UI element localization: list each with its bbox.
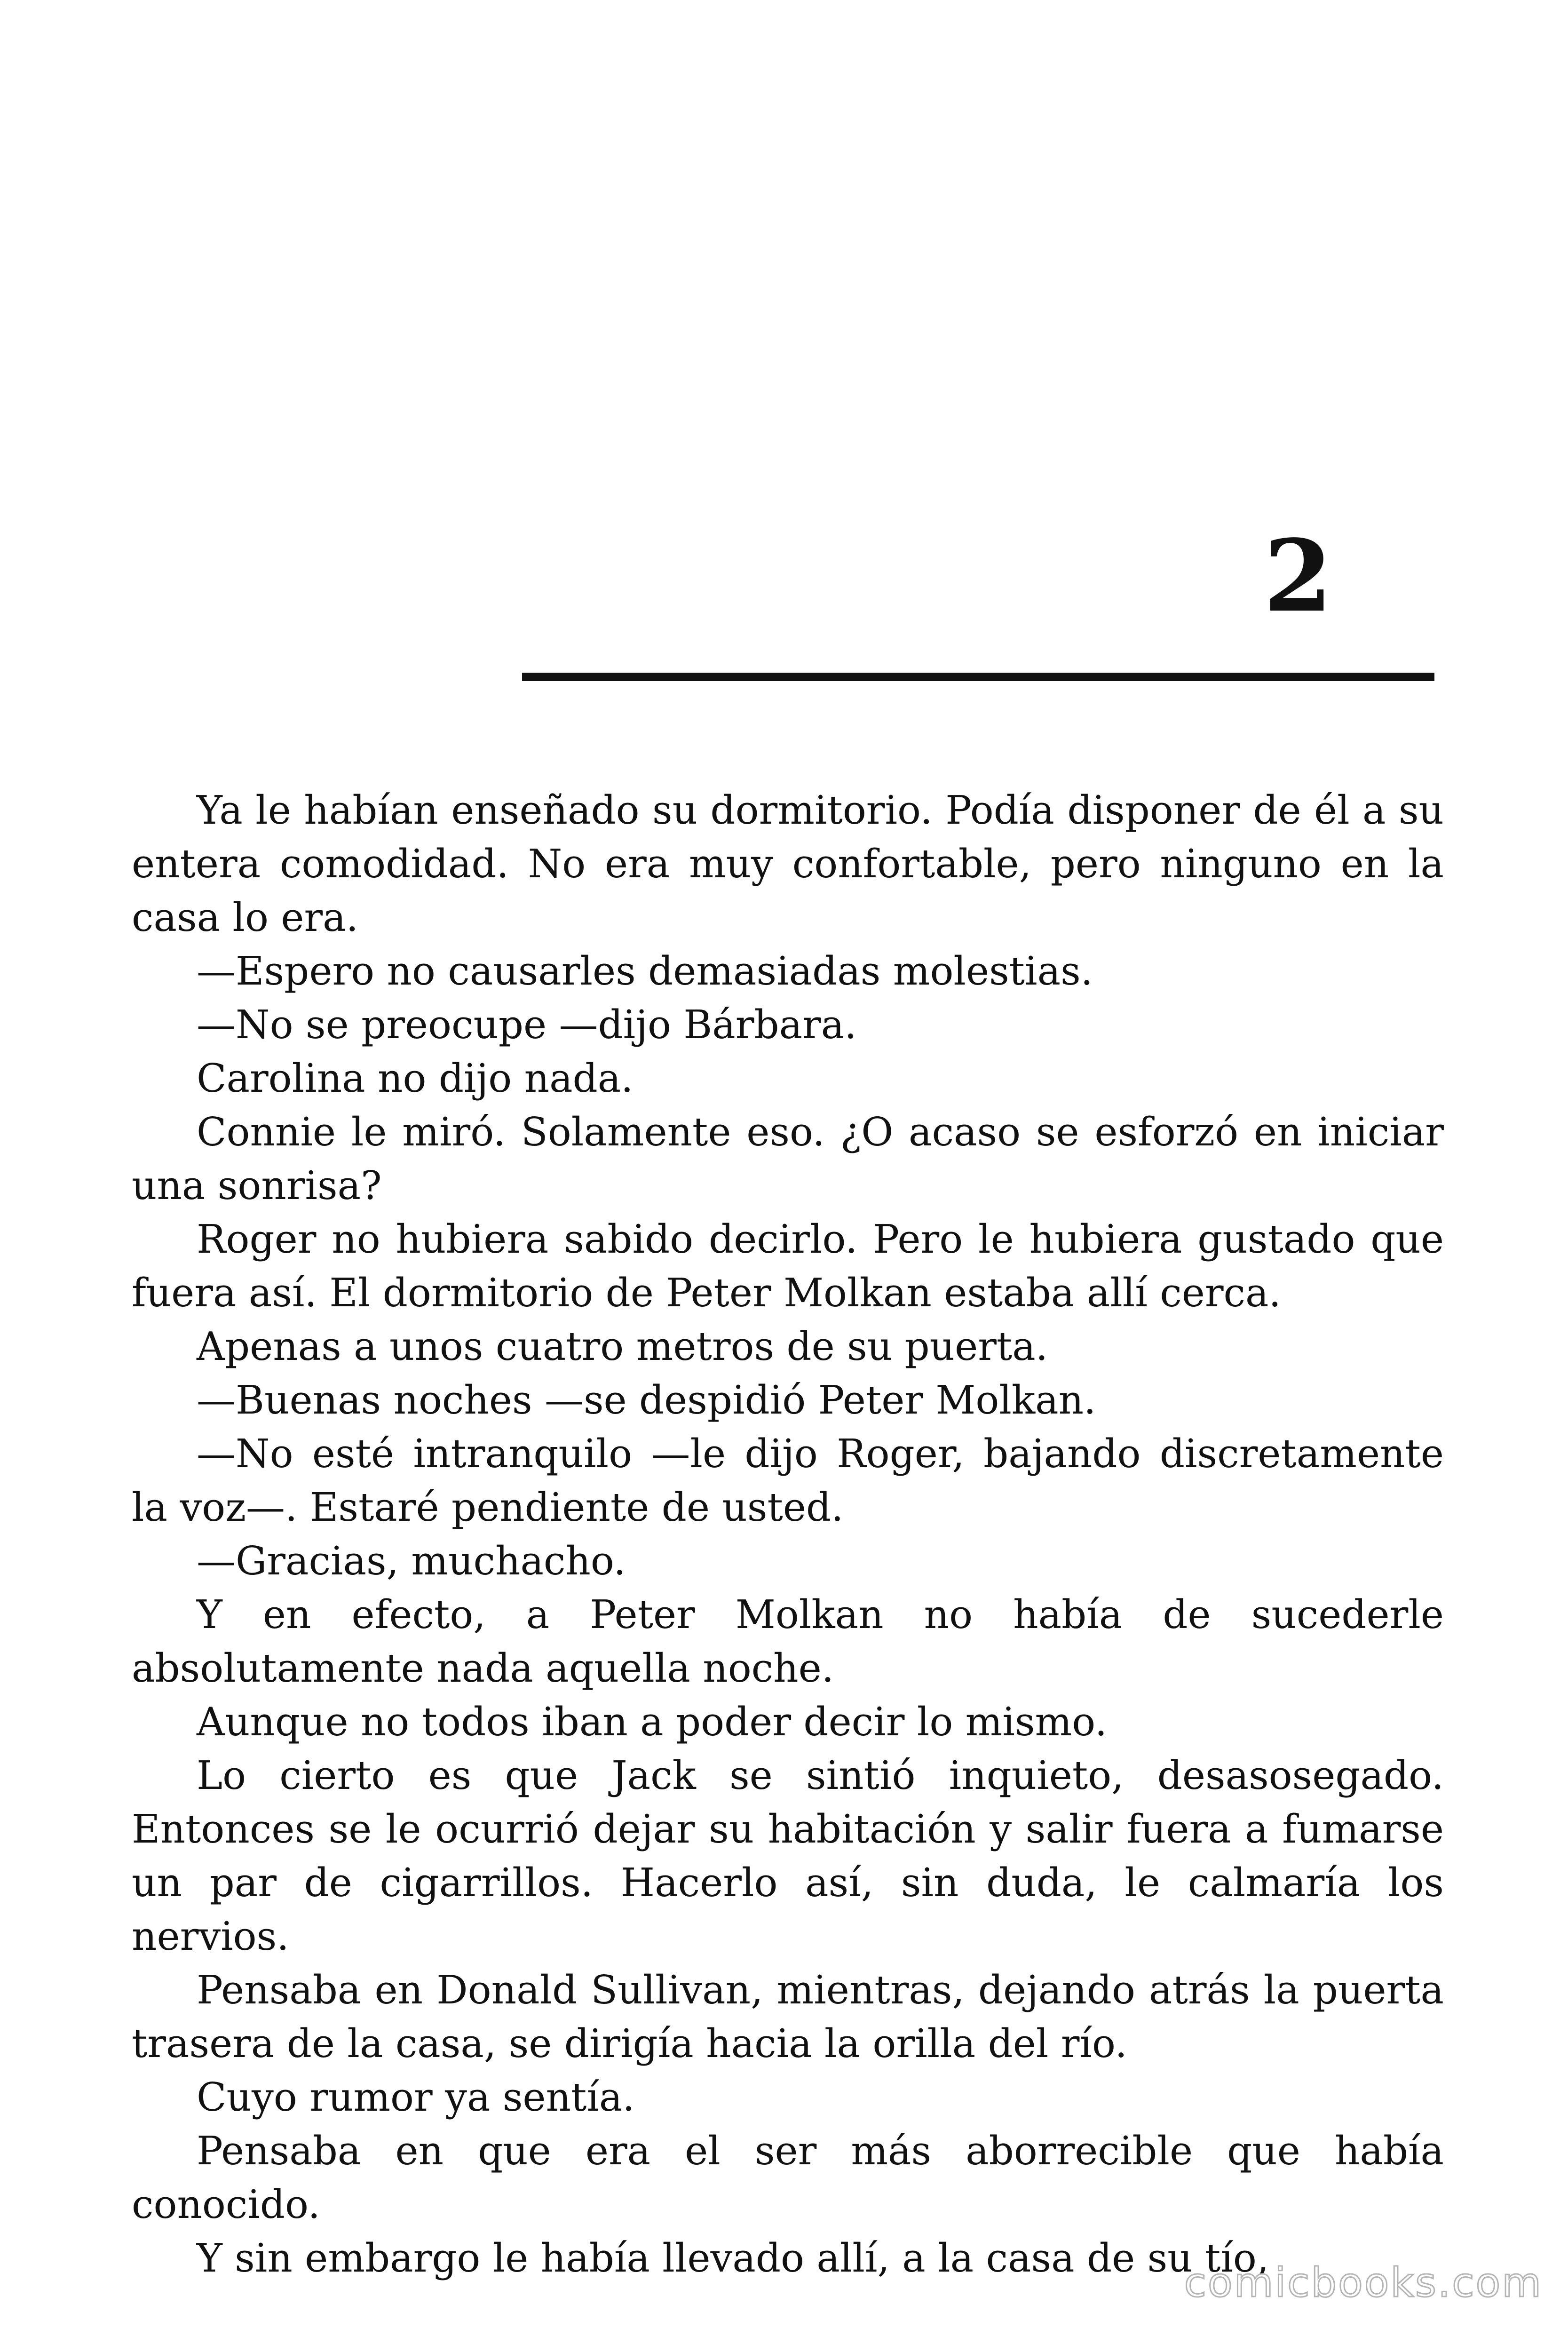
paragraph: Pensaba en que era el ser más aborrecible que había conocido.	[132, 2128, 1444, 2227]
paragraph: Y en efecto, a Peter Molkan no había de sucederle absolutamente nada aquella noche.	[132, 1592, 1444, 1691]
paragraph: —Espero no causarles demasiadas molestias.	[197, 948, 1093, 994]
paragraph: —Gracias, muchacho.	[197, 1538, 626, 1584]
watermark: comicbooks.com	[1184, 2259, 1543, 2306]
paragraph: Lo cierto es que Jack se sintió inquieto, desasosegado. Entonces se le ocurrió dejar su habitación y salir fuera a fumarse un par de cigarrillos. Hacerlo así, sin duda, le calmaría los nervios.	[132, 1753, 1444, 1959]
paragraph: Connie le miró. Solamente eso. ¿O acaso se esforzó en iniciar una sonrisa?	[132, 1109, 1444, 1208]
page-body	[132, 784, 1444, 2285]
paragraph: Cuyo rumor ya sentía.	[197, 2074, 635, 2120]
paragraph: Apenas a unos cuatro metros de su puerta.	[197, 1324, 1048, 1369]
paragraph: Pensaba en Donald Sullivan, mientras, dejando atrás la puerta trasera de la casa, se dirigía hacia la orilla del río.	[132, 1967, 1444, 2066]
paragraph: —No se preocupe —dijo Bárbara.	[197, 1002, 857, 1048]
paragraph: Roger no hubiera sabido decirlo. Pero le hubiera gustado que fuera así. El dormitorio de Peter Molkan estaba allí cerca.	[132, 1216, 1444, 1316]
paragraph: —No esté intranquilo —le dijo Roger, bajando discretamente la voz—. Estaré pendiente de usted.	[132, 1431, 1444, 1530]
paragraph: Ya le habían enseñado su dormitorio. Podía disponer de él a su entera comodidad. No era muy confortable, pero ninguno en la casa lo era.	[132, 787, 1444, 940]
chapter-number: 2	[1263, 518, 1333, 634]
paragraph: Aunque no todos iban a poder decir lo mismo.	[197, 1699, 1108, 1745]
paragraph: Carolina no dijo nada.	[197, 1056, 634, 1101]
paragraph: Y sin embargo le había llevado allí, a la casa de su tío,	[197, 2235, 1269, 2281]
paragraph: —Buenas noches —se despidió Peter Molkan.	[197, 1377, 1096, 1423]
chapter-divider	[522, 673, 1434, 681]
